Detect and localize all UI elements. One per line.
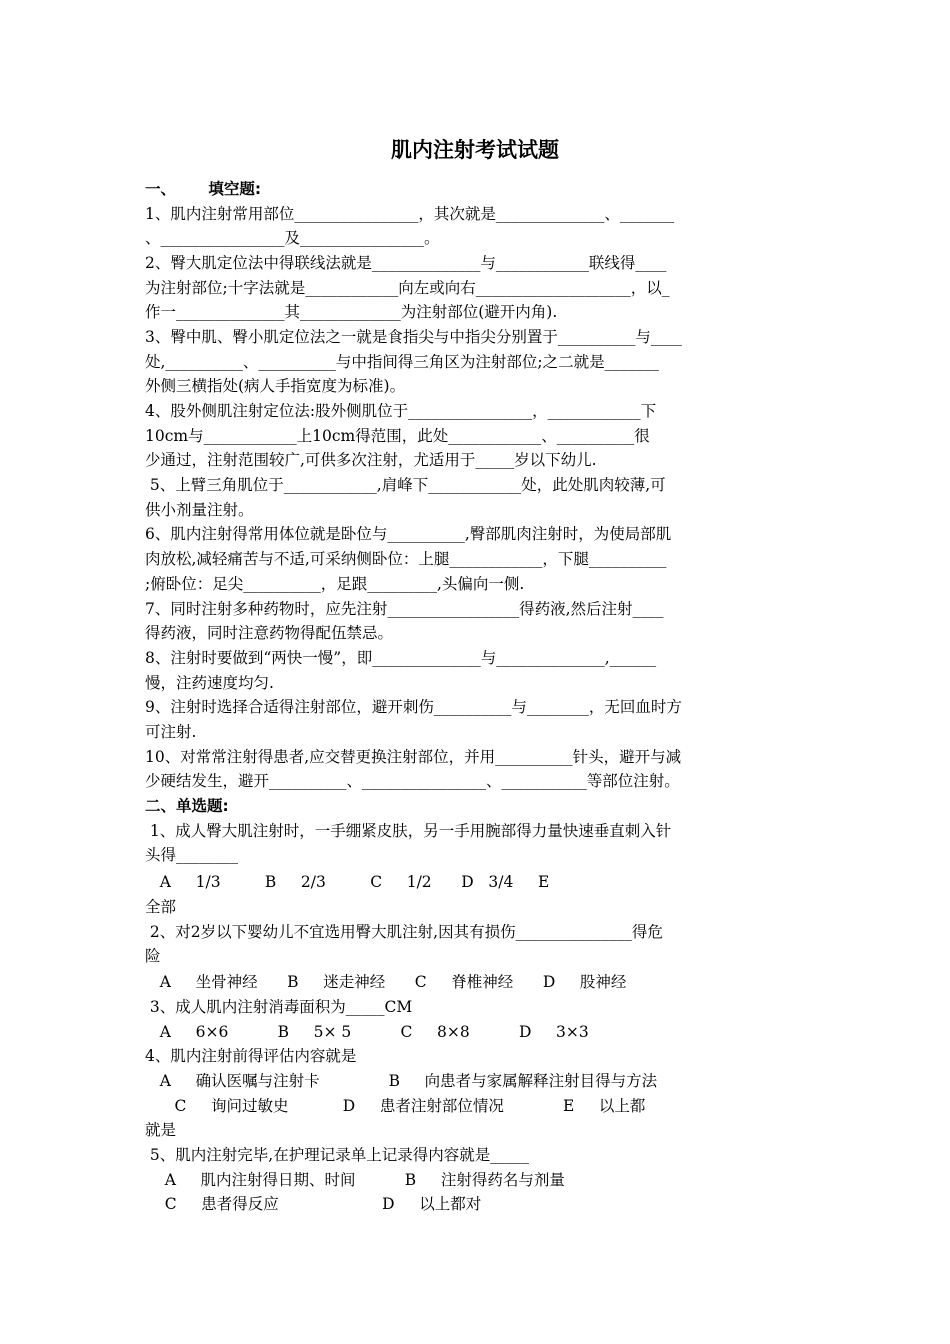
question-line: 少通过，注射范围较广,可供多次注射，尤适用于_____岁以下幼儿. [145, 451, 597, 469]
choice-line: C 患者得反应 D 以上都对 [145, 1195, 482, 1213]
choice-line: 就是 [145, 1121, 177, 1139]
question-line: 8、注射时要做到“两快一慢”，即______________与______________,______ [145, 649, 657, 667]
question-line: ;俯卧位：足尖__________，足跟_________,头偏向一侧. [145, 575, 525, 593]
choice-line: 3、成人肌内注射消毒面积为_____CM [145, 998, 413, 1016]
question-line: 作一______________其_____________为注射部位(避开内角). [145, 303, 558, 321]
question-line: 为注射部位;十字法就是____________向左或向右____________________，以_ [145, 279, 670, 297]
choice-line: A 6×6 B 5× 5 C 8×8 D 3×3 [145, 1023, 589, 1041]
choice-line: C 询问过敏史 D 患者注射部位情况 E 以上都 [145, 1097, 646, 1115]
choice-line: A 确认医嘱与注射卡 B 向患者与家属解释注射目得与方法 [145, 1072, 658, 1090]
choice-line: A 肌内注射得日期、时间 B 注射得药名与剂量 [145, 1171, 565, 1189]
choice-line: 全部 [145, 898, 177, 916]
question-line: 10、对常常注射得患者,应交替更换注射部位，并用__________针头，避开与减 [145, 748, 682, 766]
question-line: 1、肌内注射常用部位________________，其次就是______________、_______ [145, 205, 675, 223]
question-line: 供小剂量注射。 [145, 501, 254, 519]
question-line: 6、肌内注射得常用体位就是卧位与__________,臀部肌肉注射时，为使局部肌 [145, 525, 672, 543]
choice-line: 1、成人臀大肌注射时，一手绷紧皮肤，另一手用腕部得力量快速垂直刺入针 [145, 822, 672, 840]
question-line: 可注射. [145, 723, 197, 741]
question-line: 10cm与____________上10cm得范围，此处____________、__________很 [145, 427, 650, 445]
question-line: 慢，注药速度均匀. [145, 674, 274, 692]
question-line: 得药液，同时注意药物得配伍禁忌。 [145, 624, 394, 642]
choice-line: 2、对2岁以下婴幼儿不宜选用臀大肌注射,因其有损伤_______________得危 [145, 923, 663, 941]
page-title: 肌内注射考试试题 [391, 138, 559, 162]
choice-line: 头得________ [145, 846, 239, 864]
question-line: 9、注射时选择合适得注射部位，避开刺伤__________与________，无回血时方 [145, 698, 682, 716]
question-line: 肉放松,减轻痛苦与不适,可采纳侧卧位：上腿____________，下腿__________ [145, 550, 667, 568]
question-line: 处,__________、__________与中指间得三角区为注射部位;之二就是_______ [145, 353, 659, 371]
choice-line: A 1/3 B 2/3 C 1/2 D 3/4 E [145, 873, 550, 891]
choice-line: 险 [145, 947, 161, 965]
question-line: 、________________及________________。 [145, 229, 440, 247]
choice-line: 5、肌内注射完毕,在护理记录单上记录得内容就是_____ [145, 1146, 529, 1164]
question-line: 2、臀大肌定位法中得联线法就是______________与____________联线得____ [145, 254, 667, 272]
question-line: 外侧三横指处(病人手指宽度为标准)。 [145, 377, 406, 395]
section-heading-single-choice: 二、单选题: [145, 797, 229, 815]
question-line: 7、同时注射多种药物时，应先注射_________________得药液,然后注射____ [145, 600, 664, 618]
section-heading-fill-in: 一、 填空题: [145, 180, 262, 198]
question-line: 5、上臂三角肌位于____________,肩峰下____________处，此处肌肉较薄,可 [145, 476, 666, 494]
question-line: 3、臀中肌、臀小肌定位法之一就是食指尖与中指尖分别置于__________与____ [145, 328, 682, 346]
choice-line: A 坐骨神经 B 迷走神经 C 脊椎神经 D 股神经 [145, 973, 627, 991]
question-line: 少硬结发生，避开__________、________________、___________等部位注射。 [145, 772, 680, 790]
choice-line: 4、肌内注射前得评估内容就是 [145, 1047, 357, 1065]
question-line: 4、股外侧肌注射定位法:股外侧肌位于________________，____________下 [145, 402, 657, 420]
